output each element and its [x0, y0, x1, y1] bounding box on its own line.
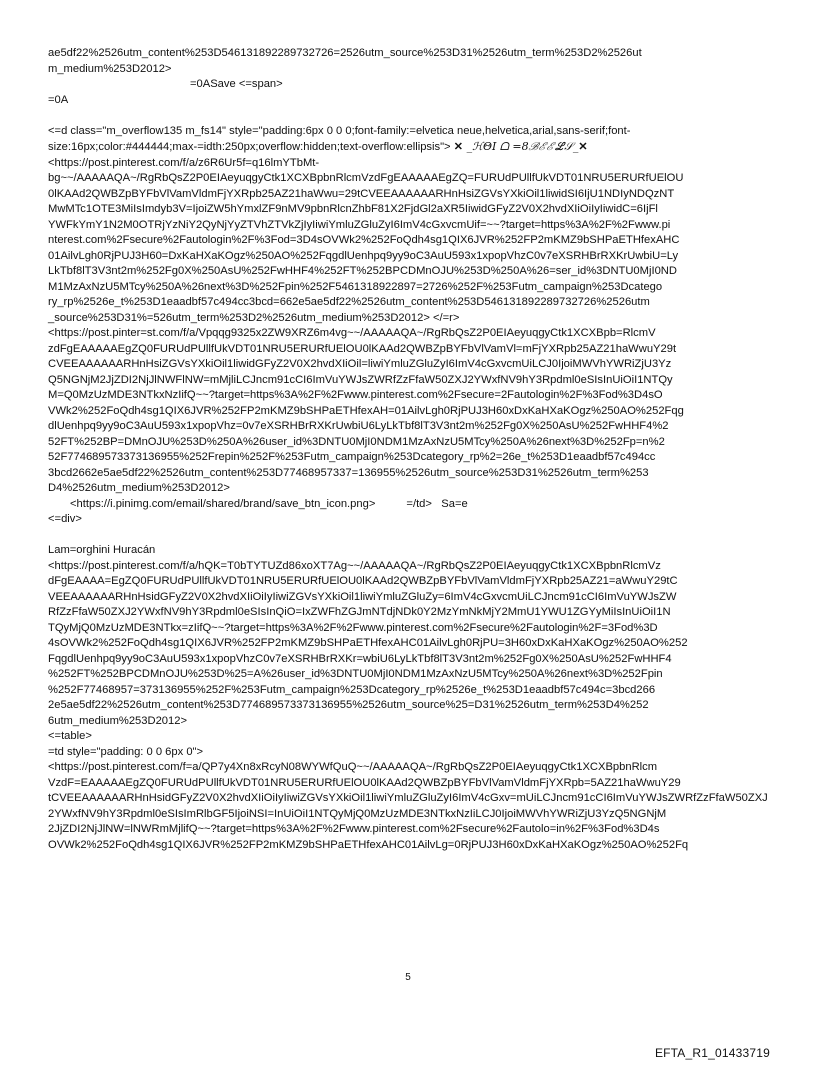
- url-line: 0lKAAd2QWBZpBYFbVlVamVldmFjYXRpb25AZ21haWwu=29tCVEEAAAAAARHnHsiZGVsYXkiOil1liwidSI6IjU1NDIyNDQzNT: [48, 187, 675, 200]
- url-line: dFgEAAAA=EgZQ0FURUdPUllfUkVDT01NRU5ERURfUElOU0lKAAd2QWBZpBYFbVlVamVldmFjYXRpb25AZ21=aWwuY29tC: [48, 575, 678, 587]
- document-reference: EFTA_R1_01433719: [654, 1046, 770, 1060]
- url-block-1: [48, 156, 770, 497]
- text-line: ae5df22%2526utm_content%253D546131892289732726=2526utm_source%253D31%2526utm_term%253D2%2526ut: [48, 47, 642, 59]
- url-line: LkTbf8lT3V3nt2m%252Fg0X%250AsU%252FwHHF4%252FT%252BPCDMnOJU%253D%250A%26=ser_id%3DNTU0MjI0ND: [48, 265, 677, 277]
- page-number: 5: [405, 972, 411, 983]
- url-line: 3bcd2662e5ae5df22%2526utm_content%253D77468957337=136955%2526utm_source%253D31%2526utm_term%253: [48, 466, 649, 479]
- url-line: nterest.com%2Fsecure%2Fautologin%2F%3Fod=3D4sOVWk2%252FoQdh4sg1QIX6JVR%252FP2mKMZ9bSHPaETHfexAHC: [48, 234, 680, 246]
- url-line: zdFgEAAAAAEgZQ0FURUdPUllfUkVDT01NRU5ERURfUElOU0lKAAd2QWBZpBYFbVlVamVl=mFjYXRpb25AZ21haWwuY29t: [48, 342, 677, 355]
- decorative-text: _ℋΘΙ ᗝ =8ℬℰℰℒ𝒮_: [463, 140, 579, 153]
- url-line: 52FT%252BP=DMnOJU%253D%250A%26user_id%3DNTU0MjI0NDM1MzAxNzU5MTcy%250A%26next%3D%252Fp=n%2: [48, 435, 665, 448]
- url-line: 2YWxfNV9hY3Rpdml0eSIsImRlbGF5IjoiNSI=InUiOiI1NTQyMjQ0MzUzMDE3NTkxNzIiLCJ0IjoiMWVhYWRiZjU3YzQ5NGNjM: [48, 807, 667, 820]
- image-link-line: <https://i.pinimg.com/email/shared/brand/save_btn_icon.png> =/td> Sa=e: [70, 497, 468, 510]
- url-line: <https://post.pinter=st.com/f/a/Vpqqg9325x2ZW9XRZ6m4vg~~/AAAAAQA~/RgRbQsZ2P0EIAeyuqgyCtk1XCXBpb=RlcmV: [48, 327, 656, 339]
- url-line: 4sOVWk2%252FoQdh4sg1QIX6JVR%252FP2mKMZ9bSHPaETHfexAHC01AilvLgh0RjPU=3H60xDxKaHXaKOgz%250AO%252: [48, 637, 688, 649]
- text-line: m_medium%253D2012>: [48, 62, 172, 75]
- url-line: OVWk2%252FoQdh4sg1QIX6JVR%252FP2mKMZ9bSHPaETHfexAHC01AilvLg=0RjPUJ3H60xDxKaHXaKOgz%250AO%252Fq: [48, 838, 689, 851]
- url-line: FqgdlUenhpq9yy9oC3AuU593x1xpopVhzC0v7eXSRHBrRXKr=wbiU6LyLkTbf8lT3V3nt2m%252Fg0X%250AsU%252FwHHF4: [48, 652, 672, 665]
- url-line: <https://post.pinterest.com/f=a/QP7y4Xn8xRcyN08WYWfQuQ~~/AAAAAQA~/RgRbQsZ2P0EIAeyuqgyCtk1XCXBpbnRlcm: [48, 761, 658, 773]
- url-line: M1MzAxNzU5MTcy%250A%26next%3D%252Fpin%252F5461318922897=2726%252F%253Futm_campaign%253Dcatego: [48, 280, 663, 293]
- url-line: D4%2526utm_medium%253D2012>: [48, 482, 230, 494]
- url-line: 2JjZDI2NjJlNW=lNWRmMjlifQ~~?target=https%3A%2F%2Fwww.pinterest.com%2Fsecure%2Fautolo=in%2F%3Fod%3D4s: [48, 823, 660, 835]
- url-block-3: [48, 760, 770, 853]
- text-line: <=table>: [48, 730, 92, 742]
- url-line: CVEEAAAAAARHnHsiZGVsYXkiOil1liwidGFyZ2V0X2hvdXIiOil=liwiYmluZGluZyI6ImV4cGxvcmUiLCJ0IjoiMWVhYWRiZjU3Yz: [48, 358, 672, 370]
- url-line: VWk2%252FoQdh4sg1QIX6JVR%252FP2mKMZ9bSHPaETHfexAH=01AilvLgh0RjPUJ3H60xDxKaHXaKOgz%250AO%252Fqg: [48, 404, 684, 417]
- close-x-icon: ✕: [578, 141, 588, 153]
- url-line: %252F77468957=373136955%252F%253Futm_campaign%253Dcategory_rp%2526e_t%253D1eaadbf57c494c=3bcd266: [48, 683, 656, 696]
- url-line: YWFkYmY1N2M0OTRjYzNiY2QyNjYyZTVhZTVkZjIyIiwiYmluZGluZyI6ImV4cGxvcmUif=~~?target=https%3A%2F%2Fwww.pi: [48, 218, 671, 231]
- div-style-line: [48, 139, 770, 156]
- url-line: RfZzFfaW50ZXJ2YWxfNV9hY3Rpdml0eSIsInQiO=IxZWFhZGJmNTdjNDk0Y2MzYmNkMjY2MmU1YWU1ZGYyMiIsInUiOiI1N: [48, 606, 671, 618]
- url-line: M=Q0MzUzMDE3NTkxNzIifQ~~?target=https%3A%2F%2Fwww.pinterest.com%2Fsecure=2Fautologin%2F%3Fod%3D4sO: [48, 389, 663, 401]
- url-line: <https://post.pinterest.com/f/a/hQK=T0bTYTUZd86xoXT7Ag~~/AAAAAQA~/RgRbQsZ2P0EIAeyuqgyCtk1XCXBpbnRlcmVz: [48, 559, 661, 572]
- url-block-2: [48, 559, 770, 730]
- close-x-icon: ✕: [453, 141, 464, 153]
- div-style-text: size:16px;color:#444444;max-=idth:250px;overflow:hidden;text-overflow:ellipsis">: [48, 141, 451, 153]
- url-line: TQyMjQ0MzUzMDE3NTkx=zIifQ~~?target=https%3A%2F%2Fwww.pinterest.com%2Fsecure%2Fautologin%2F=3Fod%3D: [48, 621, 658, 634]
- url-line: <https://post.pinterest.com/f/a/z6R6Ur5f=q16lmYTbMt-: [48, 156, 320, 169]
- url-line: _source%253D31%=526utm_term%253D2%2526utm_medium%253D2012> </=r>: [48, 311, 460, 324]
- pin-title: Lam=orghini Huracán: [48, 544, 156, 556]
- url-line: bg~~/AAAAAQA~/RgRbQsZ2P0EIAeyuqgyCtk1XCXBpbnRlcmVzdFgEAAAAAEgZQ=FURUdPUllfUkVDT01NRU5ERURfUElOU: [48, 172, 684, 184]
- url-line: 01AilvLgh0RjPUJ3H60=DxKaHXaKOgz%250AO%252FqgdlUenhpq9yy9oC3AuU593x1xpopVhzC0v7eXSRHBrRXKrUwbiU=Ly: [48, 249, 679, 262]
- url-line: 6utm_medium%253D2012>: [48, 714, 187, 727]
- url-line: 52F774689573373136955%252Frepin%252F%253Futm_campaign%253Dcategory_rp%2=26e_t%253D1eaadbf57c494cc: [48, 451, 656, 463]
- url-line: VEEAAAAAARHnHsidGFyZ2V0X2hvdXIiOiIyIiwiZGVsYXkiOil1liwiYmluZGluZy=6ImV4cGxvcmUiLCJncm91cCI6ImVuYWJsZW: [48, 590, 677, 603]
- text-line: =td style="padding: 0 0 6px 0">: [48, 745, 204, 758]
- url-line: Q5NGNjM2JjZDI2NjJlNWFlNW=mMjliLCJncm91cCI6ImVuYWJsZWRfZzFfaW50ZXJ2YWxfNV9hY3Rpdml0eSIsInUiOiI1NTQy: [48, 373, 673, 386]
- text-line: =0A: [48, 93, 69, 106]
- url-line: MwMTc1OTE3MiIsImdyb3V=IjoiZW5hYmxlZF9nMV9pbnRlcnZhbF81X2FjdGl2aXR5IiwidGFyZ2V0X2hvdXIiOiIyIiwidC=6IjFl: [48, 203, 658, 215]
- url-line: VzdF=EAAAAAEgZQ0FURUdPUllfUkVDT01NRU5ERURfUElOU0lKAAd2QWBZpBYFbVlVamVldmFjYXRpb=5AZ21haWwuY29: [48, 776, 681, 789]
- document-body: [48, 46, 770, 853]
- url-line: ry_rp%2526e_t%253D1eaadbf57c494cc3bcd=662e5ae5df22%2526utm_content%253D546131892289732726%2526utm: [48, 296, 650, 308]
- save-span-line: =0ASave <=span>: [190, 78, 283, 90]
- url-line: dlUenhpq9yy9oC3AuU593x1xpopVhz=0v7eXSRHBrRXKrUwbiU6LyLkTbf8lT3V3nt2m%252Fg0X%250AsU%252FwHHF4%2: [48, 420, 669, 432]
- text-line: <=div>: [48, 513, 82, 525]
- url-line: tCVEEAAAAAARHnHsidGFyZ2V0X2hvdXIiOiIyIiwiZGVsYXkiOil1liwiYmluZGluZyI6ImV4cGxv=mUiLCJncm91cCI6ImVuYWJsZWRfZzFfaW50ZXJ: [48, 792, 768, 804]
- url-line: %252FT%252BPCDMnOJU%253D%25=A%26user_id%3DNTU0MjI0NDM1MzAxNzU5MTcy%250A%26next%3D%252Fpin: [48, 668, 663, 680]
- div-style-line: <=d class="m_overflow135 m_fs14" style="padding:6px 0 0 0;font-family:=elvetica neue,helvetica,arial,sans-serif;font-: [48, 124, 631, 137]
- url-line: 2e5ae5df22%2526utm_content%253D774689573373136955%2526utm_source%25=D31%2526utm_term%253D4%252: [48, 699, 649, 711]
